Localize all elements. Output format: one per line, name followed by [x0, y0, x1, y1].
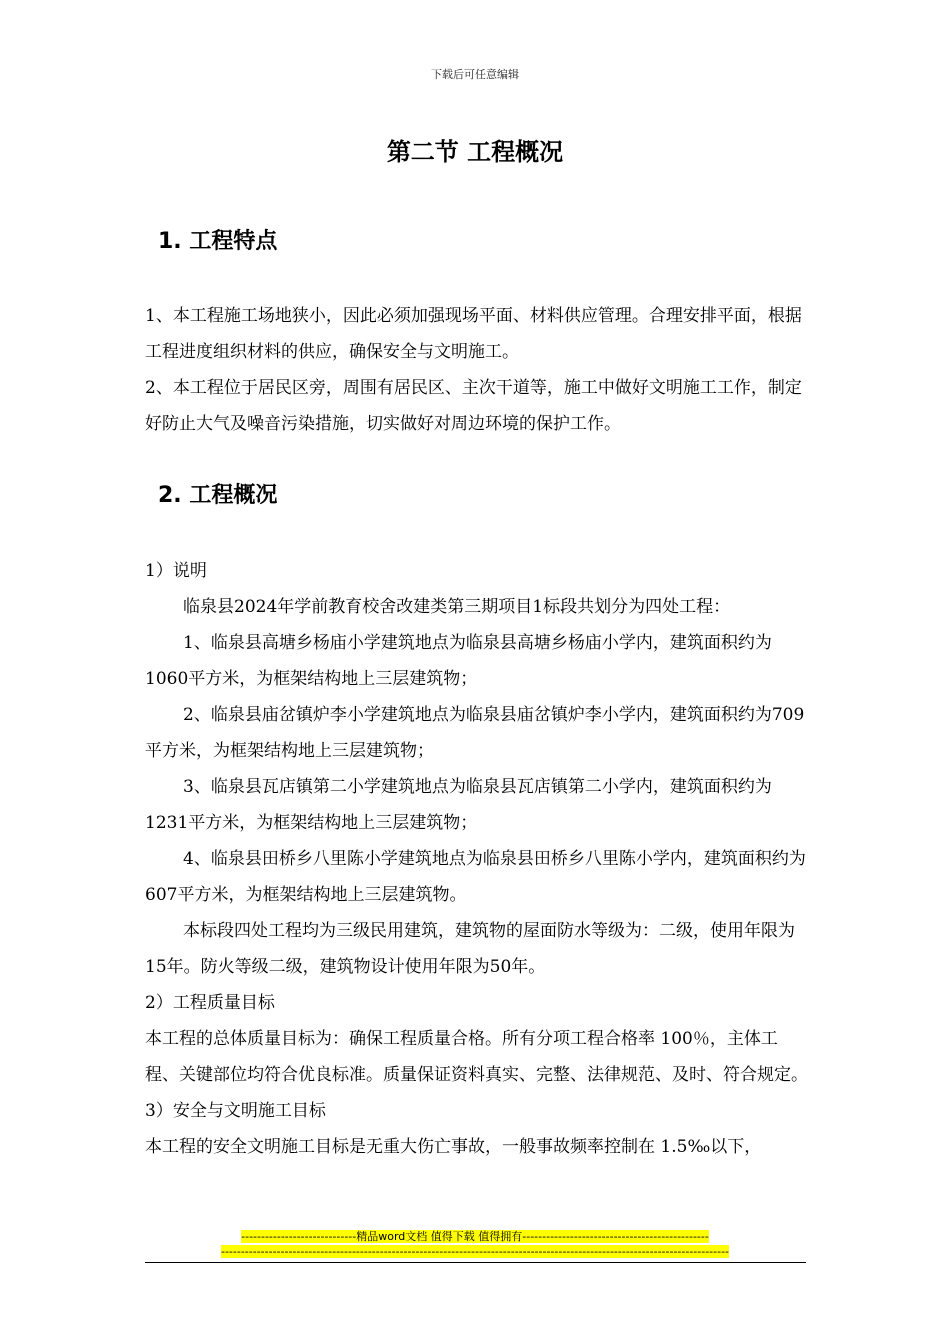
overview-block [145, 553, 810, 1165]
footer-banner-text-2: -------------------------------------------------------------------------------------------------------------------------------- [220, 1245, 730, 1258]
footer-banner-line-2 [0, 1245, 950, 1259]
sub1-paragraph-2: 2、临泉县庙岔镇炉李小学建筑地点为临泉县庙岔镇炉李小学内，建筑面积约为709平方米，为框架结构地上三层建筑物； [145, 705, 805, 761]
sub3-title: 3）安全与文明施工目标 [145, 1101, 326, 1121]
footer-banner-line-1 [0, 1230, 950, 1244]
sub1-paragraph-1: 1、临泉县高塘乡杨庙小学建筑地点为临泉县高塘乡杨庙小学内，建筑面积约为1060平方米，为框架结构地上三层建筑物； [145, 633, 772, 689]
sub1-paragraph-3: 3、临泉县瓦店镇第二小学建筑地点为临泉县瓦店镇第二小学内，建筑面积约为1231平方米，为框架结构地上三层建筑物； [145, 777, 772, 833]
sub2-title: 2）工程质量目标 [145, 993, 275, 1013]
footer-banner-text-1: -----------------------------精品word文档 值得下载 值得拥有----------------------------------------------- [241, 1230, 709, 1243]
sub1-paragraph-summary: 本标段四处工程均为三级民用建筑，建筑物的屋面防水等级为：二级，使用年限为15年。防火等级二级，建筑物设计使用年限为50年。 [145, 921, 795, 977]
sub2-text: 本工程的总体质量目标为：确保工程质量合格。所有分项工程合格率 100％，主体工程、关键部位均符合优良标准。质量保证资料真实、完整、法律规范、及时、符合规定。 [145, 1029, 808, 1085]
sub1-title: 1）说明 [145, 561, 207, 581]
header-note: 下载后可任意编辑 [431, 68, 519, 81]
footer-rule [145, 1262, 806, 1263]
section-title: 第二节 工程概况 [386, 138, 564, 166]
sub1-paragraph-4: 4、临泉县田桥乡八里陈小学建筑地点为临泉县田桥乡八里陈小学内，建筑面积约为607平方米，为框架结构地上三层建筑物。 [145, 849, 806, 905]
feature-paragraph-2: 2、本工程位于居民区旁，周围有居民区、主次干道等，施工中做好文明施工工作，制定好防止大气及噪音污染措施，切实做好对周边环境的保护工作。 [145, 378, 802, 434]
features-block [145, 298, 810, 442]
sub1-paragraph-intro: 临泉县2024年学前教育校舍改建类第三期项目1标段共划分为四处工程： [183, 597, 731, 617]
sub3-text: 本工程的安全文明施工目标是无重大伤亡事故，一般事故频率控制在 1.5‰以下， [145, 1137, 762, 1157]
feature-paragraph-1: 1、本工程施工场地狭小，因此必须加强现场平面、材料供应管理。合理安排平面，根据工程进度组织材料的供应，确保安全与文明施工。 [145, 306, 802, 362]
heading-overview: 2. 工程概况 [158, 483, 278, 508]
heading-features: 1. 工程特点 [158, 229, 278, 254]
